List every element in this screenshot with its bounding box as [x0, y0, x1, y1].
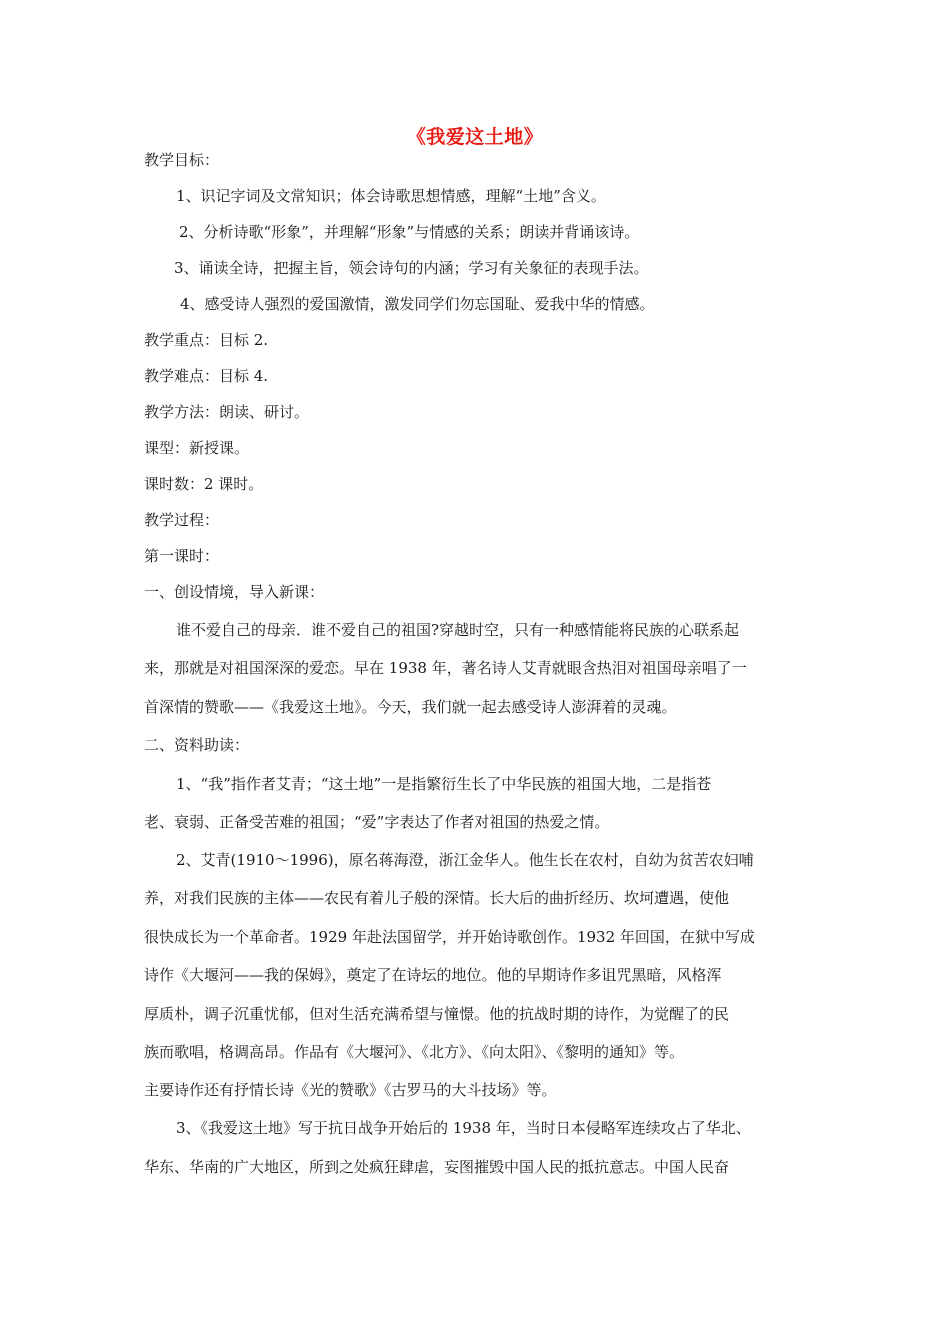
section-heading: 第一课时： [144, 547, 220, 565]
section-heading: 教学过程： [144, 511, 220, 529]
document-title: 《我爱这土地》 [406, 126, 544, 148]
section-heading: 教学目标： [144, 151, 220, 169]
paragraph-line: 厚质朴，调子沉重忧郁，但对生活充满希望与憧憬。他的抗战时期的诗作，为觉醒了的民 [144, 1005, 730, 1023]
paragraph-line: 主要诗作还有抒情长诗《光的赞歌》《古罗马的大斗技场》等。 [144, 1081, 557, 1099]
info-line: 教学方法：朗读、研讨。 [144, 403, 310, 421]
paragraph-line: 华东、华南的广大地区，所到之处疯狂肆虐，妄图摧毁中国人民的抵抗意志。中国人民奋 [144, 1158, 730, 1176]
info-line: 教学重点：目标 2. [144, 331, 269, 349]
info-line: 课型：新授课。 [144, 439, 250, 457]
paragraph-line: 首深情的赞歌——《我爱这土地》。今天，我们就一起去感受诗人澎湃着的灵魂。 [144, 698, 677, 716]
paragraph-line: 3、《我爱这土地》写于抗日战争开始后的 1938 年，当时日本侵略军连续攻占了华北、 [176, 1119, 751, 1137]
paragraph-line: 族而歌唱，格调高昂。作品有《大堰河》、《北方》、《向太阳》、《黎明的通知》等。 [144, 1043, 685, 1061]
paragraph-line: 2、艾青(1910～1996)，原名蒋海澄，浙江金华人。他生长在农村，自幼为贫苦农妇哺 [176, 851, 754, 869]
objective-item: 1、识记字词及文常知识；体会诗歌思想情感，理解“土地”含义。 [176, 187, 606, 205]
paragraph-line: 老、衰弱、正备受苦难的祖国；“爱”字表达了作者对祖国的热爱之情。 [144, 813, 610, 831]
paragraph-line: 诗作《大堰河——我的保姆》，奠定了在诗坛的地位。他的早期诗作多诅咒黑暗，风格浑 [144, 966, 722, 984]
paragraph-line: 养，对我们民族的主体——农民有着儿子般的深情。长大后的曲折经历、坎坷遭遇，使他 [144, 889, 730, 907]
objective-item: 4、感受诗人强烈的爱国激情，激发同学们勿忘国耻、爱我中华的情感。 [180, 295, 655, 313]
info-line: 课时数：2 课时。 [144, 475, 264, 493]
objective-item: 2、分析诗歌“形象”，并理解“形象”与情感的关系；朗读并背诵该诗。 [179, 223, 640, 241]
info-line: 教学难点：目标 4. [144, 367, 269, 385]
section-heading: 一、创设情境，导入新课： [144, 583, 325, 601]
paragraph-line: 谁不爱自己的母亲．谁不爱自己的祖国?穿越时空，只有一种感情能将民族的心联系起 [176, 621, 740, 639]
paragraph-line: 来，那就是对祖国深深的爱恋。早在 1938 年，著名诗人艾青就眼含热泪对祖国母亲唱了一 [144, 659, 747, 677]
section-heading: 二、资料助读： [144, 736, 250, 754]
objective-item: 3、诵读全诗，把握主旨，领会诗句的内涵；学习有关象征的表现手法。 [174, 259, 649, 277]
paragraph-line: 1、“我”指作者艾青；“这土地”一是指繁衍生长了中华民族的祖国大地，二是指苍 [176, 775, 712, 793]
paragraph-line: 很快成长为一个革命者。1929 年赴法国留学，并开始诗歌创作。1932 年回国，在狱中写成 [144, 928, 755, 946]
